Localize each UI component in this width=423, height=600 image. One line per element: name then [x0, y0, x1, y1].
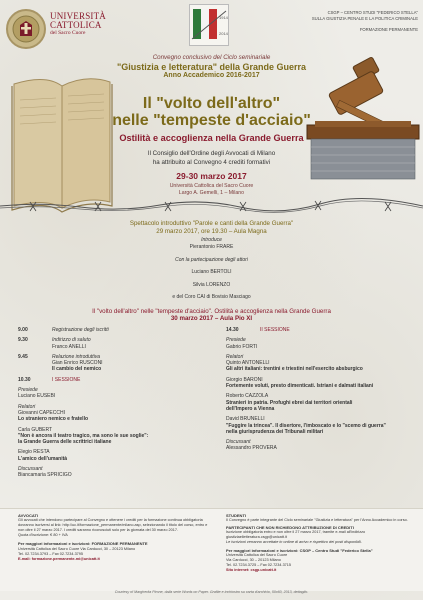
footer-text: Università Cattolica del Sacro Cuore: [226, 552, 288, 557]
presiede-name: Gabrio FORTI: [226, 343, 258, 350]
item-speaker: Gian Enrico RUSCONI: [52, 360, 103, 367]
relatore-name: Giorgio BARONI: [226, 376, 263, 383]
spettacolo-date: 29 marzo 2017, ore 19.30 – Aula Magna: [156, 227, 267, 235]
relatore-topic: "Non è ancora il teatro tragico, ma sono le sue soglie":: [18, 432, 149, 439]
event-dates: 29-30 marzo 2017: [176, 171, 247, 181]
footer-avvocati: [18, 513, 208, 562]
session-row: [18, 377, 218, 383]
footer-website-link[interactable]: Sito internet: csgp.unicatt.it: [226, 567, 277, 572]
session-time: 14.30: [226, 327, 239, 333]
introduce-label: Introduce: [201, 237, 222, 243]
venue-line2: Largo A. Gemelli, 1 – Milano: [178, 189, 245, 196]
footer-text: Il Convegno è parte integrante del Ciclo seminariale "Giustizia e letteratura" per l'Anno Accademico in corso.: [226, 518, 408, 523]
title-line1: Il "volto dell'altro": [142, 95, 281, 112]
relatore-name: Giovanni CAPECCHI: [18, 409, 65, 416]
presiede-label: Presiede: [226, 337, 246, 344]
academic-year: Anno Accademico 2016-2017: [163, 72, 260, 79]
presiede-label: Presiede: [18, 387, 38, 394]
introduce-name: Pierantonio FRARE: [189, 244, 234, 251]
series-title: "Giustizia e letteratura" della Grande Guerra: [116, 62, 307, 72]
session-heading: [0, 308, 423, 322]
relatore-topic: L'amico dell'umanità: [18, 455, 68, 462]
session-time: 10.30: [18, 376, 31, 383]
relatore-topic: Stranieri in patria. Profughi ebrei dai territori orientali: [226, 399, 353, 406]
item-speaker: Franco ANELLI: [52, 343, 86, 350]
session-title: Il "volto dell'altro" nelle "tempeste d'acciaio". Ostilità e accoglienza nella Grande Guerra: [92, 308, 331, 315]
spettacolo-details: [0, 237, 423, 301]
relatore-topic: Gli altri italiani: trentini e triestini nell'esercito absburgico: [226, 366, 363, 373]
program-left: [18, 327, 218, 483]
discussant-label: Discussant: [18, 466, 43, 473]
footer-text: Le iscrizioni verranno accettate in ordine di arrivo e rispettivo dei posti disponibili.: [226, 540, 362, 545]
item-topic: Il cambio del nemico: [52, 366, 102, 373]
footer-text: Via Carducci, 30 – 20123 Milano: [226, 557, 281, 562]
item-text: Relazione introduttiva: [52, 353, 101, 360]
spettacolo-title: Spettacolo introduttivo "Parole e canti della Grande Guerra": [129, 220, 294, 227]
relatore-topic: "Fuggire la trincea". Il disertore, l'imboscato e lo "scemo di guerra": [226, 422, 386, 429]
session-label: II SESSIONE: [260, 327, 290, 333]
footer-text: Gli avvocati che intendono partecipare al Convegno e ottenere i crediti per la formazione continua obbligatoria dovranno iscriversi al link: http://uc.it/formazione_permanente/milano.asp, selezionando il titolo del corso, entro e non oltre il 27 marzo 2017. I crediti saranno riconosciuti solo per la giornata del 30 marzo 2017.: [18, 518, 208, 533]
footer-text: Iscrizione obbligatoria entro e non oltre il 27 marzo 2017, tramite e-mail all'indirizzo giustiziaelletteratura.csgp@unicatt.it: [226, 530, 366, 540]
title-line2: nelle "tempeste d'acciaio": [112, 112, 311, 129]
relatore-name: Carla GUBERT: [18, 426, 53, 433]
relatore-name: David BRUNELLI: [226, 416, 265, 423]
footer-heading: STUDENTI: [226, 513, 246, 518]
item-text: Indirizzo di saluto: [52, 337, 91, 344]
venue: [0, 183, 423, 196]
partecipazione-label: Con la partecipazione degli attori: [175, 256, 248, 263]
university-line1: UNIVERSITÀ: [50, 11, 106, 21]
footer-text: Quota d'iscrizione: € 80 + IVA: [18, 533, 68, 538]
coro-line: e del Coro CAI di Bovisio Masciago: [172, 294, 251, 301]
item-text: Registrazione degli iscritti: [52, 327, 109, 333]
relatore-topic: Fortemente voluti, presto dimenticati. Istriani e dalmati italiani: [226, 383, 374, 390]
item-time: 9.45: [18, 353, 28, 360]
series-heading: [0, 54, 423, 79]
footer-text: Tel. 02.7234.3793 – Fax 02.7234.3795: [18, 551, 84, 556]
relatore-topic: dell'Impero a Vienna: [226, 405, 275, 412]
university-line3: del Sacro Cuore: [50, 29, 86, 36]
subtitle: Ostilità e accoglienza nella Grande Guerra: [119, 133, 304, 143]
discussant-name: Alessandro PROVERA: [226, 445, 277, 452]
discussant-label: Discussant: [226, 439, 251, 446]
footer-heading: PARTECIPANTI CHE NON RICHIEDONO ATTRIBUZIONE DI CREDITI: [226, 525, 354, 531]
relatore-name: Quinto ANTONELLI: [226, 360, 270, 367]
relatore-name: Roberto CAZZOLA: [226, 393, 269, 400]
venue-line1: Università Cattolica del Sacro Cuore: [169, 183, 254, 189]
footer-text: Tel. 02.7234.3725 – Fax 02.7234.3715: [226, 562, 292, 567]
university-seal-icon: [6, 9, 46, 49]
csgp-line1: CSGP – CENTRO STUDI "FEDERICO STELLA": [327, 10, 418, 15]
spettacolo-heading: [0, 220, 423, 235]
csgp-header: [266, 10, 418, 33]
relatore-topic: la Grande Guerra delle scrittrici italiane: [18, 439, 112, 446]
item-time: 9.00: [18, 327, 28, 333]
session-label: I SESSIONE: [52, 376, 81, 383]
csgp-line2: SULLA GIUSTIZIA PENALE E LA POLITICA CRIMINALE: [311, 16, 418, 22]
footer-text: Università Cattolica del Sacro Cuore Via Carducci, 30 – 20123 Milano: [18, 546, 136, 551]
actor-1: Luciano BERTOLI: [191, 269, 232, 276]
credits-note: [0, 150, 423, 167]
presiede-name: Luciano EUSEBI: [18, 393, 56, 400]
footer-heading: Per maggiori informazioni e iscrizioni: FORMAZIONE PERMANENTE: [18, 541, 148, 547]
barbed-wire-illustration: [0, 196, 423, 216]
artwork-credit: Courtesy of Margherita Pirone, dalla serie Words on Paper. Grafite e inchiostro su carta d'archivio, 50x60, 2013, dettaglio.: [114, 590, 309, 594]
ordine-line1: Il Consiglio dell'Ordine degli Avvocati di Milano: [147, 150, 276, 157]
main-title: [0, 95, 423, 129]
convegno-line: Convegno conclusivo del Ciclo seminariale: [152, 54, 271, 61]
session-date: 30 marzo 2017 – Aula Pio XI: [170, 315, 253, 323]
program-right: [226, 327, 416, 456]
program-item: [18, 354, 218, 373]
relatori-label: Relatori: [226, 353, 244, 360]
centenary-logo: [189, 4, 229, 46]
footer-heading: Per maggiori informazioni e iscrizioni: CSGP – Centro Studi "Federico Stella": [226, 547, 373, 553]
footer-studenti: [226, 513, 416, 573]
footer-heading: AVVOCATI: [18, 513, 39, 518]
discussant-name: Biancamaria SPRICIGO: [18, 472, 72, 479]
session-row: [226, 327, 416, 333]
relatore-name: Elegio RESTA: [18, 449, 50, 456]
svg-text:2014: 2014: [219, 31, 228, 36]
relatore-topic: Lo straniero nemico e fratello: [18, 416, 89, 423]
university-line2: CATTOLICA: [50, 20, 102, 31]
relatore-topic: nella giurisprudenza dei Tribunali militari: [226, 428, 324, 435]
svg-text:1914: 1914: [219, 15, 228, 20]
csgp-line3: FORMAZIONE PERMANENTE: [359, 26, 418, 32]
footer-email-link[interactable]: E-mail: formazione.permanente-mi@unicatt.it: [18, 556, 100, 561]
university-name: [50, 12, 106, 37]
relatori-label: Relatori: [18, 403, 36, 410]
ordine-line2: ha attribuito al Convegno 4 crediti formativi: [152, 158, 271, 166]
item-time: 9.30: [18, 337, 28, 344]
footer: [0, 508, 423, 591]
program-item: [18, 337, 218, 350]
program-item: [18, 327, 218, 333]
actor-2: Silvia LORENZO: [192, 281, 231, 288]
